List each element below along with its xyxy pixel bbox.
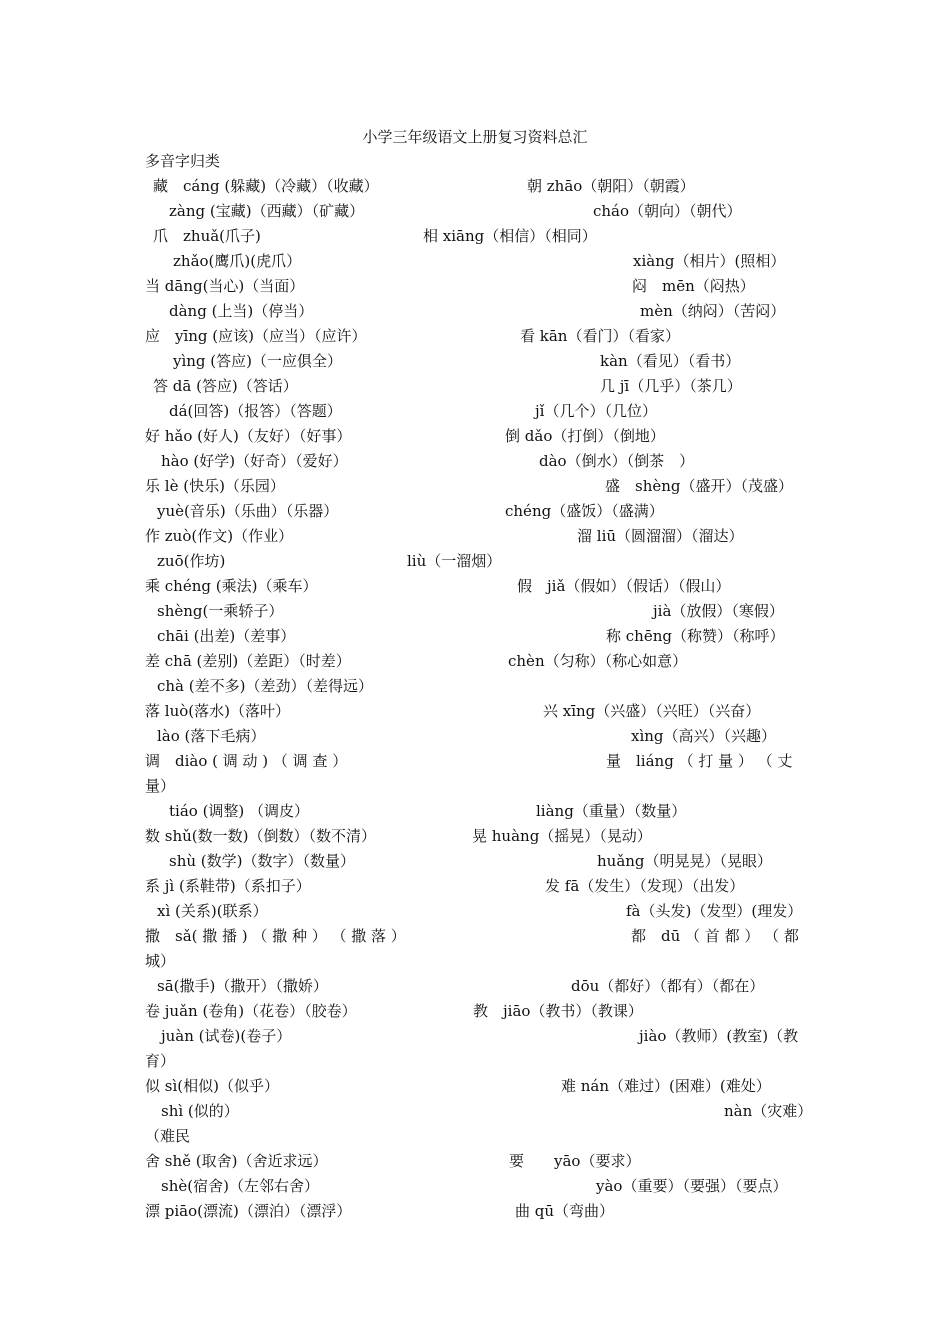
text-line: fà（头发)（发型）(理发）: [626, 902, 803, 920]
text-line: zhǎo(鹰爪)(虎爪）: [173, 252, 302, 270]
text-line: 卷 juǎn (卷角)（花卷）（胶卷）: [145, 1002, 357, 1020]
text-line: jiào（教师）(教室)（教: [639, 1027, 799, 1045]
text-line: xì (关系)(联系）: [157, 902, 268, 920]
text-line: hào (好学)（好奇）（爱好）: [161, 452, 348, 470]
text-line: 发 fā（发生）（发现）（出发）: [545, 877, 745, 895]
text-line: 溜 liū（圆溜溜）（溜达）: [577, 527, 744, 545]
text-line: tiáo (调整) （调皮）: [169, 802, 310, 820]
text-line: 量）: [145, 777, 176, 795]
text-line: kàn（看见）（看书）: [600, 352, 741, 370]
text-line: 教 jiāo（教书）（教课）: [473, 1002, 643, 1020]
text-line: 撒 sǎ( 撒 播 ) （ 撒 种 ） （ 撒 落 ）: [145, 927, 406, 945]
text-line: shì (似的）: [161, 1102, 239, 1120]
text-line: 要 yāo（要求）: [509, 1152, 641, 1170]
text-line: 闷 mēn（闷热）: [632, 277, 755, 295]
text-line: zàng (宝藏)（西藏）（矿藏）: [169, 202, 365, 220]
text-line: 量 liáng （ 打 量 ） （ 丈: [606, 752, 793, 770]
text-line: 乐 lè (快乐)（乐园）: [145, 477, 285, 495]
text-line: shù (数学)（数字）（数量）: [169, 852, 355, 870]
text-line: dào（倒水）（倒茶 ）: [539, 452, 695, 470]
text-line: 似 sì(相似)（似乎）: [145, 1077, 279, 1095]
text-line: 答 dā (答应)（答话）: [153, 377, 298, 395]
text-line: 藏 cáng (躲藏)（冷藏）（收藏）: [153, 177, 379, 195]
text-line: 系 jì (系鞋带)（系扣子）: [145, 877, 311, 895]
text-line: 兴 xīng（兴盛）（兴旺）（兴奋）: [543, 702, 761, 720]
text-line: chéng（盛饭）（盛满）: [505, 502, 664, 520]
text-line: 育）: [145, 1052, 176, 1070]
text-line: 数 shǔ(数一数)（倒数）（数不清）: [145, 827, 376, 845]
text-line: juàn (试卷)(卷子）: [161, 1027, 292, 1045]
text-line: 作 zuò(作文)（作业）: [145, 527, 294, 545]
text-line: nàn（灾难）: [724, 1102, 813, 1120]
text-line: 当 dāng(当心)（当面）: [145, 277, 305, 295]
text-line: chèn（匀称）（称心如意）: [508, 652, 688, 670]
text-line: yào（重要）（要强）（要点）: [596, 1177, 788, 1195]
text-line: dá(回答)（报答）（答题）: [169, 402, 342, 420]
text-line: lào (落下毛病）: [157, 727, 266, 745]
text-line: 应 yīng (应该)（应当）（应许）: [145, 327, 367, 345]
text-line: jǐ（几个）（几位）: [535, 402, 657, 420]
section-heading: 多音字归类: [145, 152, 221, 170]
text-line: 调 diào ( 调 动 ) （ 调 查 ）: [145, 752, 348, 770]
text-line: 漂 piāo(漂流)（漂泊）（漂浮）: [145, 1202, 352, 1220]
text-line: shè(宿舍)（左邻右舍）: [161, 1177, 319, 1195]
text-line: 爪 zhuǎ(爪子): [153, 227, 261, 245]
text-line: sā(撒手)（撒开）（撒娇）: [157, 977, 328, 995]
text-line: 朝 zhāo（朝阳）（朝霞）: [527, 177, 695, 195]
text-line: 相 xiāng（相信）（相同）: [423, 227, 597, 245]
text-line: chāi (出差)（差事）: [157, 627, 296, 645]
text-line: dōu（都好）（都有）（都在）: [571, 977, 765, 995]
text-line: 差 chā (差别)（差距）（时差）: [145, 652, 351, 670]
text-line: dàng (上当)（停当）: [169, 302, 314, 320]
text-line: 倒 dǎo（打倒）（倒地）: [505, 427, 665, 445]
text-line: yìng (答应)（一应俱全）: [173, 352, 343, 370]
page-title: 小学三年级语文上册复习资料总汇: [362, 128, 588, 146]
text-line: 难 nán（难过）(困难）(难处）: [561, 1077, 771, 1095]
text-line: xiàng（相片）(照相）: [633, 252, 786, 270]
text-line: jià（放假）（寒假）: [653, 602, 784, 620]
text-line: 假 jiǎ（假如）（假话）（假山）: [517, 577, 731, 595]
text-line: 盛 shèng（盛开）（茂盛）: [605, 477, 793, 495]
text-line: yuè(音乐)（乐曲）（乐器）: [157, 502, 339, 520]
text-line: liàng（重量）（数量）: [536, 802, 687, 820]
text-line: xìng（高兴）（兴趣）: [631, 727, 777, 745]
text-line: chà (差不多)（差劲）（差得远）: [157, 677, 373, 695]
text-line: 舍 shě (取舍)（舍近求远）: [145, 1152, 328, 1170]
text-line: zuō(作坊): [157, 552, 226, 570]
text-line: 曲 qū（弯曲）: [515, 1202, 615, 1220]
text-line: huǎng（明晃晃）（晃眼）: [597, 852, 773, 870]
text-line: 落 luò(落水)（落叶）: [145, 702, 290, 720]
text-line: 晃 huàng（摇晃）（晃动）: [472, 827, 652, 845]
text-line: 好 hǎo (好人)（友好）（好事）: [145, 427, 352, 445]
text-line: cháo（朝向）（朝代）: [593, 202, 742, 220]
text-line: 几 jī（几乎）（茶几）: [600, 377, 742, 395]
text-line: 乘 chéng (乘法)（乘车）: [145, 577, 318, 595]
text-line: mèn（纳闷）（苦闷）: [640, 302, 786, 320]
text-line: liù（一溜烟）: [407, 552, 502, 570]
text-line: shèng(一乘轿子）: [157, 602, 284, 620]
text-line: 称 chēng（称赞）（称呼）: [606, 627, 785, 645]
text-line: 都 dū （ 首 都 ） （ 都: [631, 927, 799, 945]
text-line: （难民: [145, 1127, 191, 1145]
text-line: 看 kān（看门）（看家）: [520, 327, 680, 345]
text-line: 城）: [145, 952, 176, 970]
